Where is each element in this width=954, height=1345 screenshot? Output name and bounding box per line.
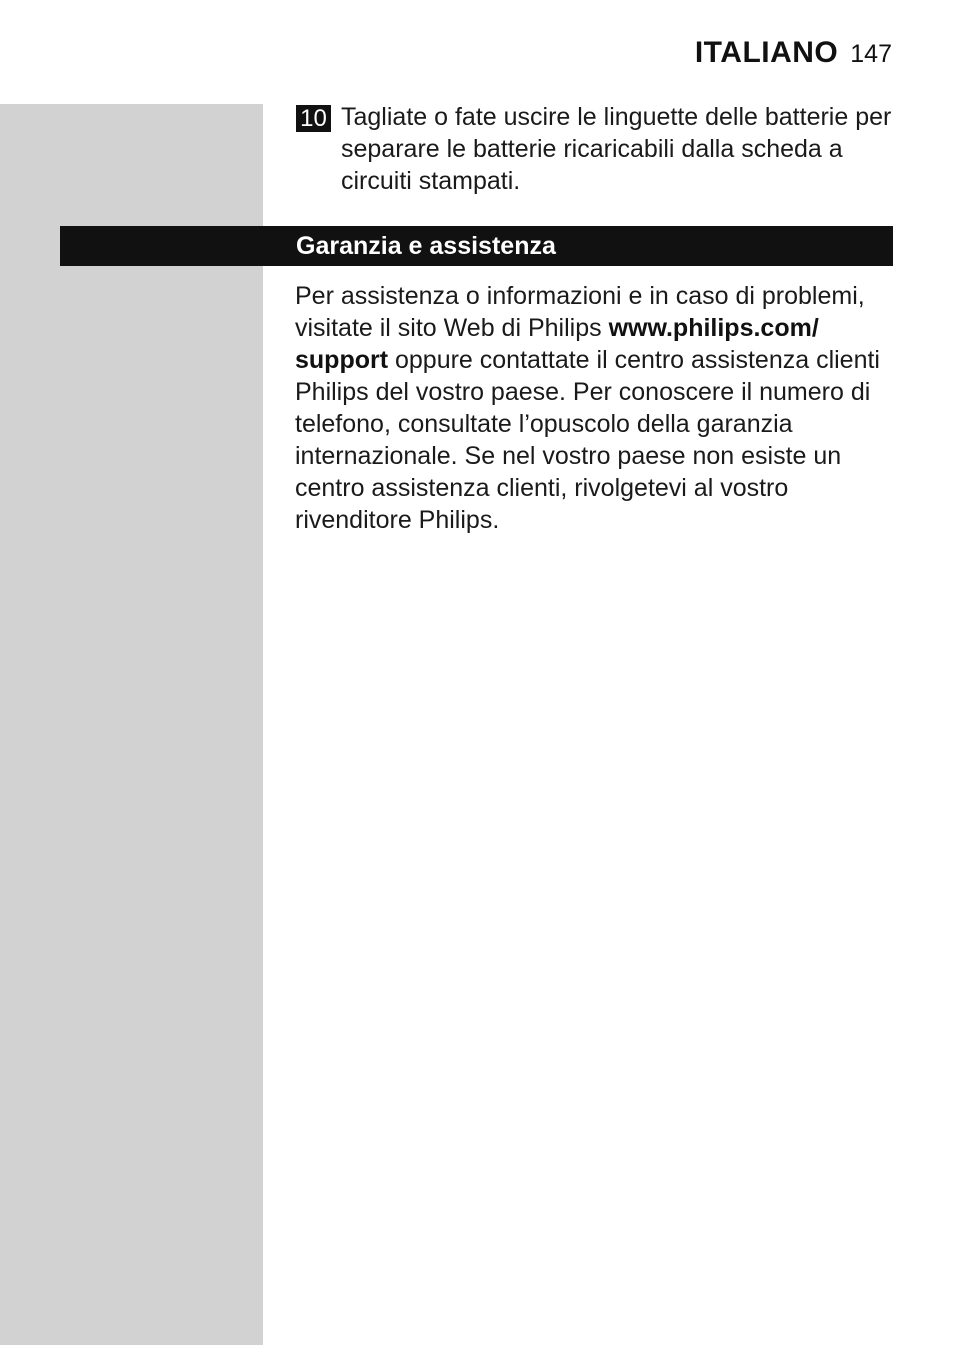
section-title: Garanzia e assistenza — [296, 232, 556, 260]
paragraph-text-start: Per assistenza o informazioni e in caso di problemi, visitate il sito Web di Philips — [295, 282, 865, 342]
step-text: Tagliate o fate uscire le linguette delle batterie per separare le batterie ricaricabili dalla scheda a circuiti stampati. — [341, 103, 892, 195]
step-number-badge: 10 — [296, 105, 331, 132]
section-heading-bar — [60, 226, 893, 266]
page-number: 147 — [850, 40, 892, 68]
paragraph-text-end: oppure contattate il centro assistenza clienti Philips del vostro paese. Per conoscere il numero di telefono, consultate l’opuscolo della garanzia internazionale. Se nel vostro paese non esiste un centro assistenza clienti, rivolgetevi al vostro rivenditore Philips. — [295, 346, 880, 534]
support-link[interactable]: www.philips.com/ support — [295, 314, 819, 374]
sidebar-background — [0, 104, 263, 1345]
language-label: ITALIANO — [694, 36, 839, 69]
section-paragraph — [295, 280, 885, 536]
page-header — [695, 36, 892, 70]
